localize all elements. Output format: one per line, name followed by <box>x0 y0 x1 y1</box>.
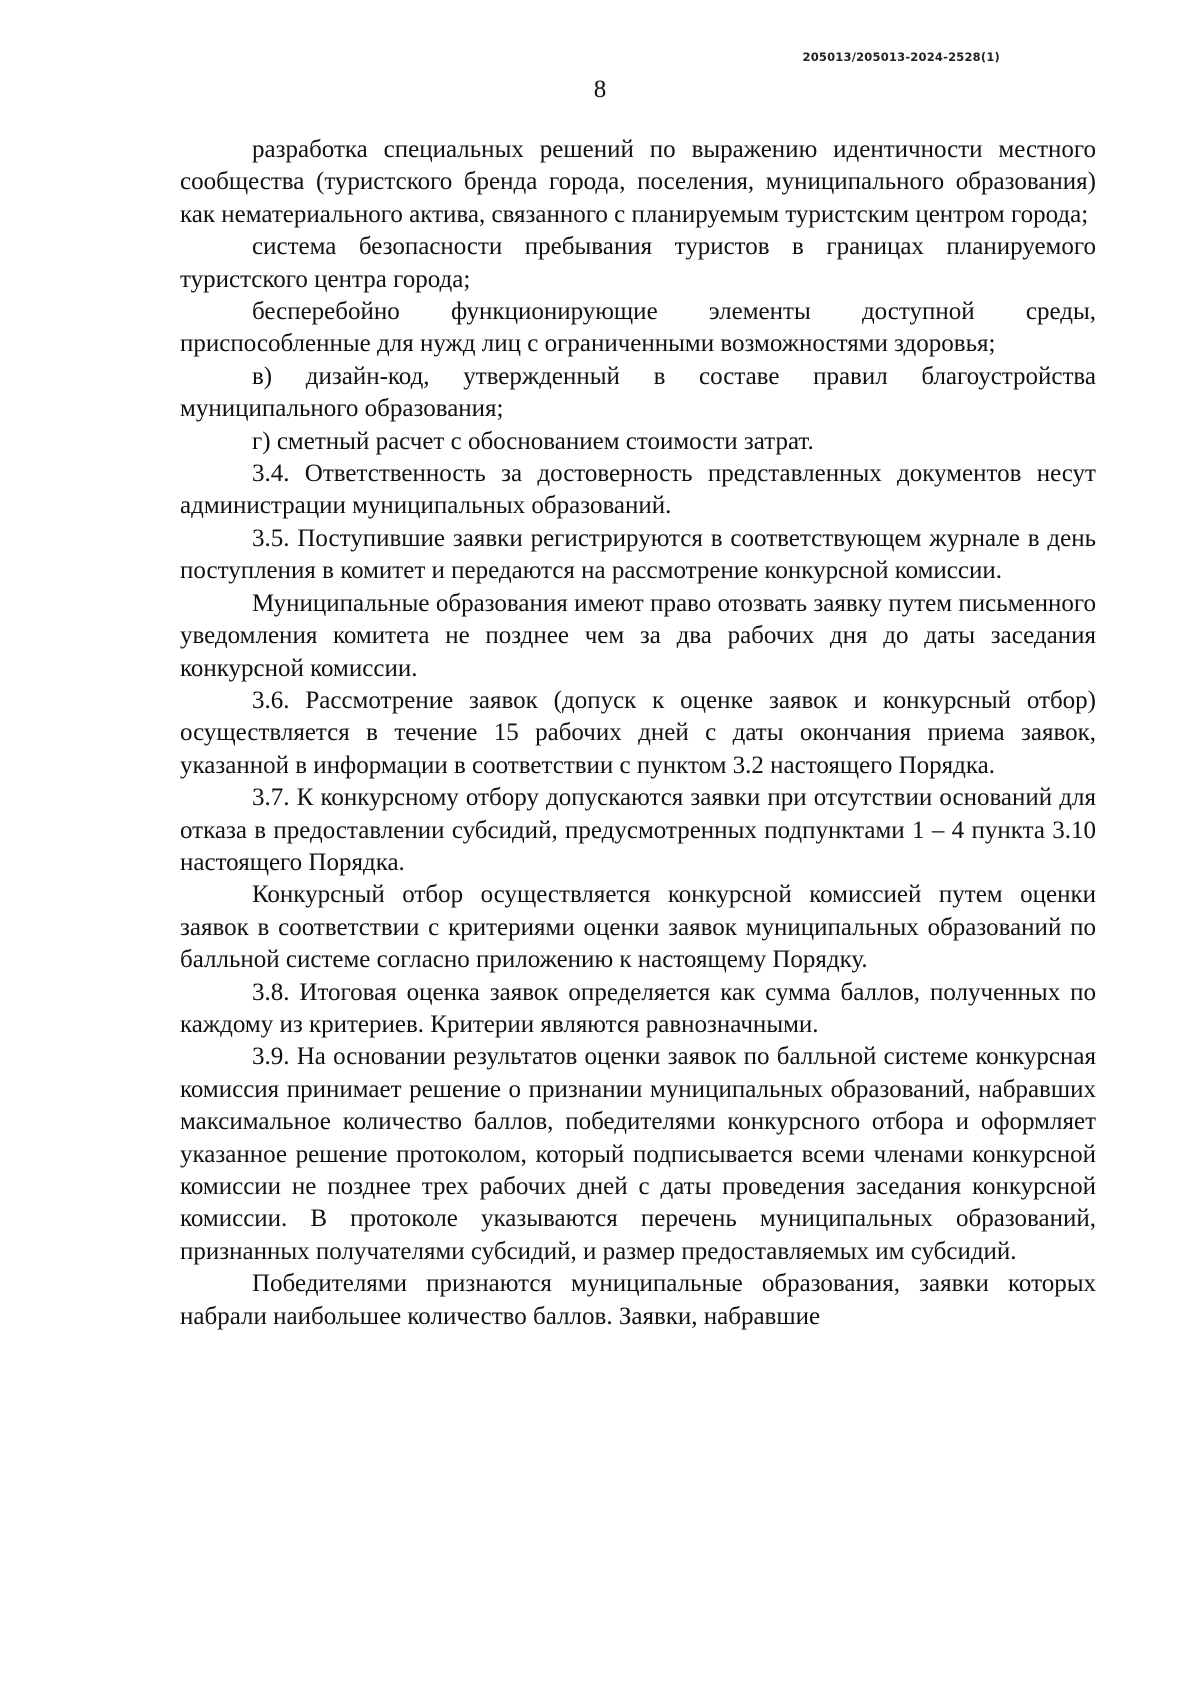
paragraph: система безопасности пребывания туристов в границах планируемого туристского центра города; <box>180 233 1096 293</box>
paragraph-clause-3-9: 3.9. На основании результатов оценки заявок по балльной системе конкурсная комиссия принимает решение о признании муниципальных образований, набравших максимальное количество баллов, победителями конкурсного отбора и оформляет указанное решение протоколом, который подписывается всеми членами конкурсной комиссии не позднее трех рабочих дней с даты проведения заседания конкурсной комиссии. В протоколе указываются перечень муниципальных образований, признанных получателями субсидий, и размер предоставляемых им субсидий. <box>180 1043 1096 1265</box>
paragraph: бесперебойно функционирующие элементы доступной среды, приспособленные для нужд лиц с ограниченными возможностями здоровья; <box>180 298 1096 358</box>
paragraph: Победителями признаются муниципальные образования, заявки которых набрали наибольшее количество баллов. Заявки, набравшие <box>180 1270 1096 1330</box>
paragraph: в) дизайн-код, утвержденный в составе правил благоустройства муниципального образования; <box>180 362 1096 423</box>
paragraph: Муниципальные образования имеют право отозвать заявку путем письменного уведомления комитета не позднее чем за два рабочих дня до даты заседания конкурсной комиссии. <box>180 589 1096 682</box>
paragraph-clause-3-7: 3.7. К конкурсному отбору допускаются заявки при отсутствии оснований для отказа в предоставлении субсидий, предусмотренных подпунктами 1 – 4 пункта 3.10 настоящего Порядка. <box>180 784 1096 876</box>
paragraph: г) сметный расчет с обоснованием стоимости затрат. <box>252 427 814 455</box>
document-body <box>180 134 1096 1333</box>
paragraph-clause-3-4: 3.4. Ответственность за достоверность представленных документов несут администрации муниципальных образований. <box>180 460 1096 520</box>
paragraph-clause-3-6: 3.6. Рассмотрение заявок (допуск к оценке заявок и конкурсный отбор) осуществляется в течение 15 рабочих дней с даты окончания приема заявок, указанной в информации в соответствии с пунктом 3.2 настоящего Порядка. <box>180 686 1096 779</box>
paragraph: Конкурсный отбор осуществляется конкурсной комиссией путем оценки заявок в соответствии с критериями оценки заявок муниципальных образований по балльной системе согласно приложению к настоящему Порядку. <box>180 881 1096 974</box>
paragraph-clause-3-5: 3.5. Поступившие заявки регистрируются в соответствующем журнале в день поступления в комитет и передаются на рассмотрение конкурсной комиссии. <box>180 524 1096 585</box>
page-number: 8 <box>593 76 607 103</box>
paragraph-clause-3-8: 3.8. Итоговая оценка заявок определяется как сумма баллов, полученных по каждому из критериев. Критерии являются равнозначными. <box>180 978 1096 1038</box>
paragraph: разработка специальных решений по выражению идентичности местного сообщества (туристского бренда города, поселения, муниципального образования) как нематериального актива, связанного с планируемым туристским центром города; <box>180 136 1096 228</box>
document-code: 205013/205013-2024-2528(1) <box>802 50 1000 64</box>
